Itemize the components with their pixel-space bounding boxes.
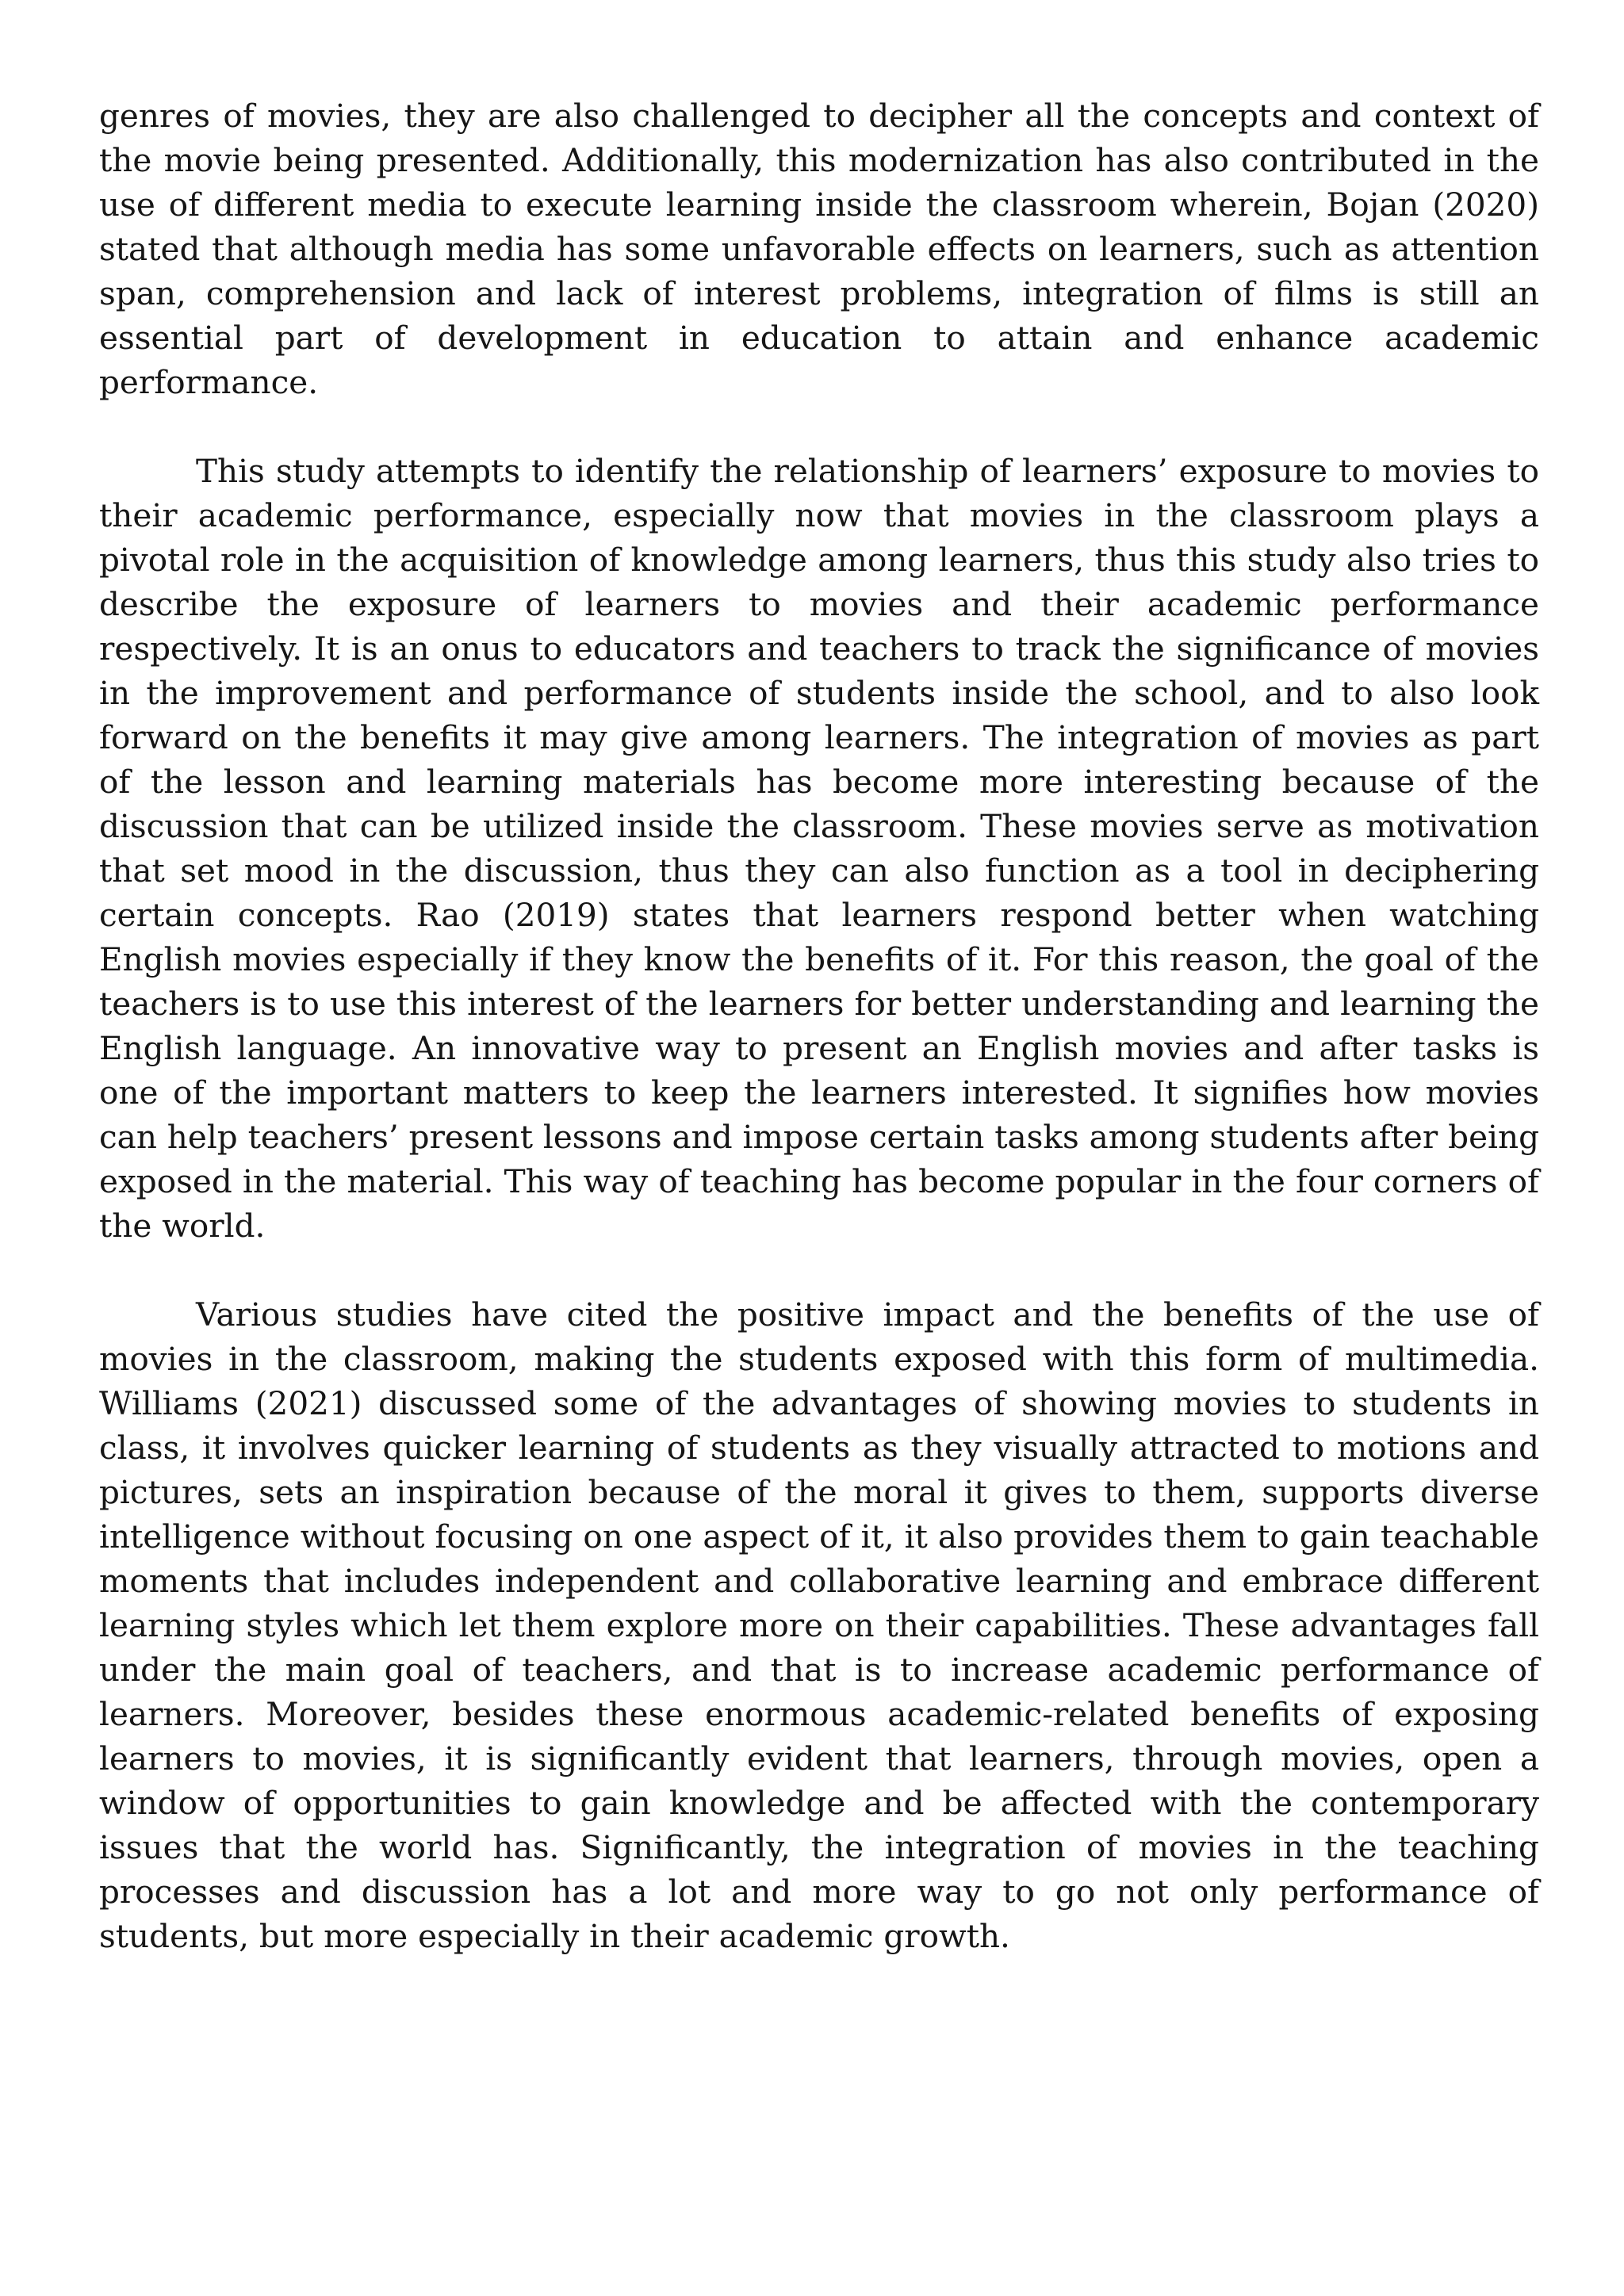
document-page (99, 94, 1539, 1958)
paragraph-continuation: genres of movies, they are also challenged to decipher all the concepts and context of the movie being presented. Additionally, this modernization has also contributed in the use of different media to execute learning inside the classroom wherein, Bojan (2020) stated that although media has some unfavorable effects on learners, such as attention span, comprehension and lack of interest problems, integration of films is still an essential part of development in education to attain and enhance academic performance. (99, 97, 1539, 401)
paragraph-related-studies: Various studies have cited the positive impact and the benefits of the use of movies in the classroom, making the students exposed with this form of multimedia. Williams (2021) discussed some of the advantages of showing movies to students in class, it involves quicker learning of students as they visually attracted to motions and pictures, sets an inspiration because of the moral it gives to them, supports diverse intelligence without focusing on one aspect of it, it also provides them to gain teachable moments that includes independent and collaborative learning and embrace different learning styles which let them explore more on their capabilities. These advantages fall under the main goal of teachers, and that is to increase academic performance of learners. Moreover, besides these enormous academic-related benefits of exposing learners to movies, it is significantly evident that learners, through movies, open a window of opportunities to gain knowledge and be affected with the contemporary issues that the world has. Significantly, the integration of movies in the teaching processes and discussion has a lot and more way to go not only performance of students, but more especially in their academic growth. (99, 1295, 1539, 1955)
paragraph-study-purpose: This study attempts to identify the relationship of learners’ exposure to movies to their academic performance, especially now that movies in the classroom plays a pivotal role in the acquisition of knowledge among learners, thus this study also tries to describe the exposure of learners to movies and their academic performance respectively. It is an onus to educators and teachers to track the significance of movies in the improvement and performance of students inside the school, and to also look forward on the benefits it may give among learners. The integration of movies as part of the lesson and learning materials has become more interesting because of the discussion that can be utilized inside the classroom. These movies serve as motivation that set mood in the discussion, thus they can also function as a tool in deciphering certain concepts. Rao (2019) states that learners respond better when watching English movies especially if they know the benefits of it. For this reason, the goal of the teachers is to use this interest of the learners for better understanding and learning the English language. An innovative way to present an English movies and after tasks is one of the important matters to keep the learners interested. It signifies how movies can help teachers’ present lessons and impose certain tasks among students after being exposed in the material. This way of teaching has become popular in the four corners of the world. (99, 452, 1539, 1245)
